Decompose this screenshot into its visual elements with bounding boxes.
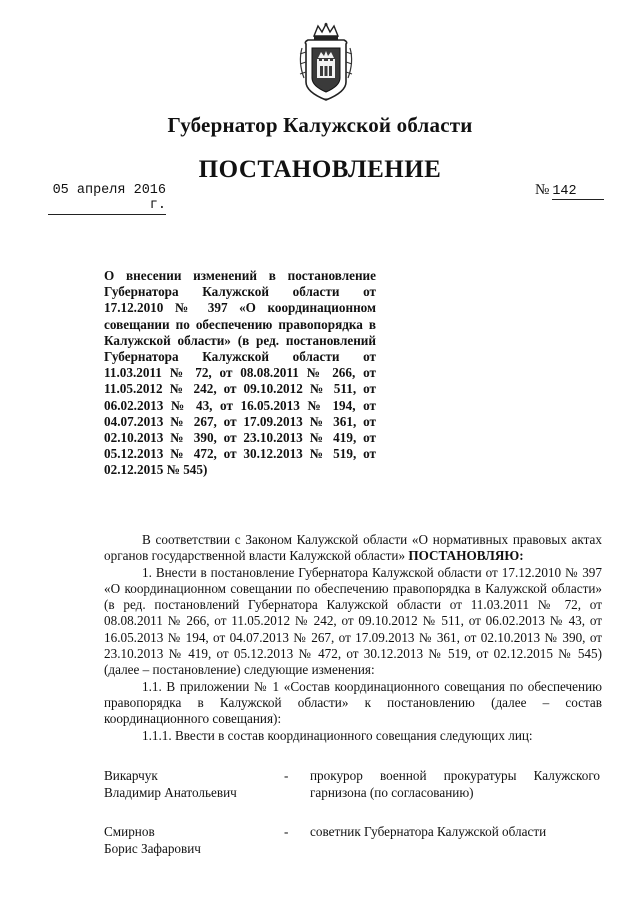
person-surname: Викарчук xyxy=(104,768,158,783)
person-dash: - xyxy=(284,824,289,839)
resolve-word: ПОСТАНОВЛЯЮ: xyxy=(408,548,524,564)
document-body xyxy=(104,532,602,744)
person-entry-1 xyxy=(104,768,604,804)
coat-of-arms-icon xyxy=(296,22,356,102)
number-sign: № xyxy=(535,182,550,198)
person-role: прокурор военной прокуратуры Калужского гарнизона (по согласованию) xyxy=(310,768,600,800)
clause-1-1-1: 1.1.1. Ввести в состав координационного совещания следующих лиц: xyxy=(142,727,533,743)
person-given-names: Борис Зафарович xyxy=(104,840,201,856)
document-subject: О внесении изменений в постановление Губернатора Калужской области от 17.12.2010 № 397 «О координационном совещании по обеспечению правопорядка в Калужской области» (в ред. постановлений Губернатора Калужской области от 11.03.2011 № 72, от 08.08.2011 № 266, от 11.05.2012 № 242, от 09.10.2012 № 511, от 06.02.2013 № 43, от 16.05.2013 № 194, от 04.07.2013 № 267, от 17.09.2013 № 361, от 02.10.2013 № 390, от 23.10.2013 № 419, от 05.12.2013 № 472, от 30.12.2013 № 519, от 02.12.2015 № 545) xyxy=(104,268,376,478)
person-role: советник Губернатора Калужской области xyxy=(310,824,547,839)
clause-1-1: 1.1. В приложении № 1 «Состав координационного совещания по обеспечению правопорядка в Калужской области» к постановлению (далее – состав координационного совещания): xyxy=(104,678,602,727)
preamble-paragraph xyxy=(104,532,602,565)
person-dash: - xyxy=(284,768,289,783)
person-surname: Смирнов xyxy=(104,824,155,839)
number-value: 142 xyxy=(552,184,604,200)
preamble-text: В соответствии с Законом Калужской области «О нормативных правовых актах органов государственной власти Калужской области» xyxy=(104,532,602,564)
clause-1: 1. Внести в постановление Губернатора Калужской области от 17.12.2010 № 397 «О координационном совещании по обеспечению правопорядка в Калужской области» (в ред. постановлений Губернатора Калужской области от 11.03.2011 № 72, от 08.08.2011 № 266, от 11.05.2012 № 242, от 09.10.2012 № 511, от 06.02.2013 № 43, от 16.05.2013 № 194, от 04.07.2013 № 267, от 17.09.2013 № 361, от 02.10.2013 № 390, от 23.10.2013 № 419, от 05.12.2013 № 472, от 30.12.2013 № 519, от 02.12.2015 № 545) (далее – постановление) следующие изменения: xyxy=(104,564,602,678)
document-type: ПОСТАНОВЛЕНИЕ xyxy=(198,156,442,183)
document-number xyxy=(535,182,621,200)
person-entry-2 xyxy=(104,824,604,860)
person-given-names: Владимир Анатольевич xyxy=(104,784,237,800)
person-name xyxy=(104,768,264,801)
person-name xyxy=(104,824,264,857)
document-date: 05 апреля 2016 г. xyxy=(48,183,166,215)
authority-title: Губернатор Калужской области xyxy=(167,113,473,137)
